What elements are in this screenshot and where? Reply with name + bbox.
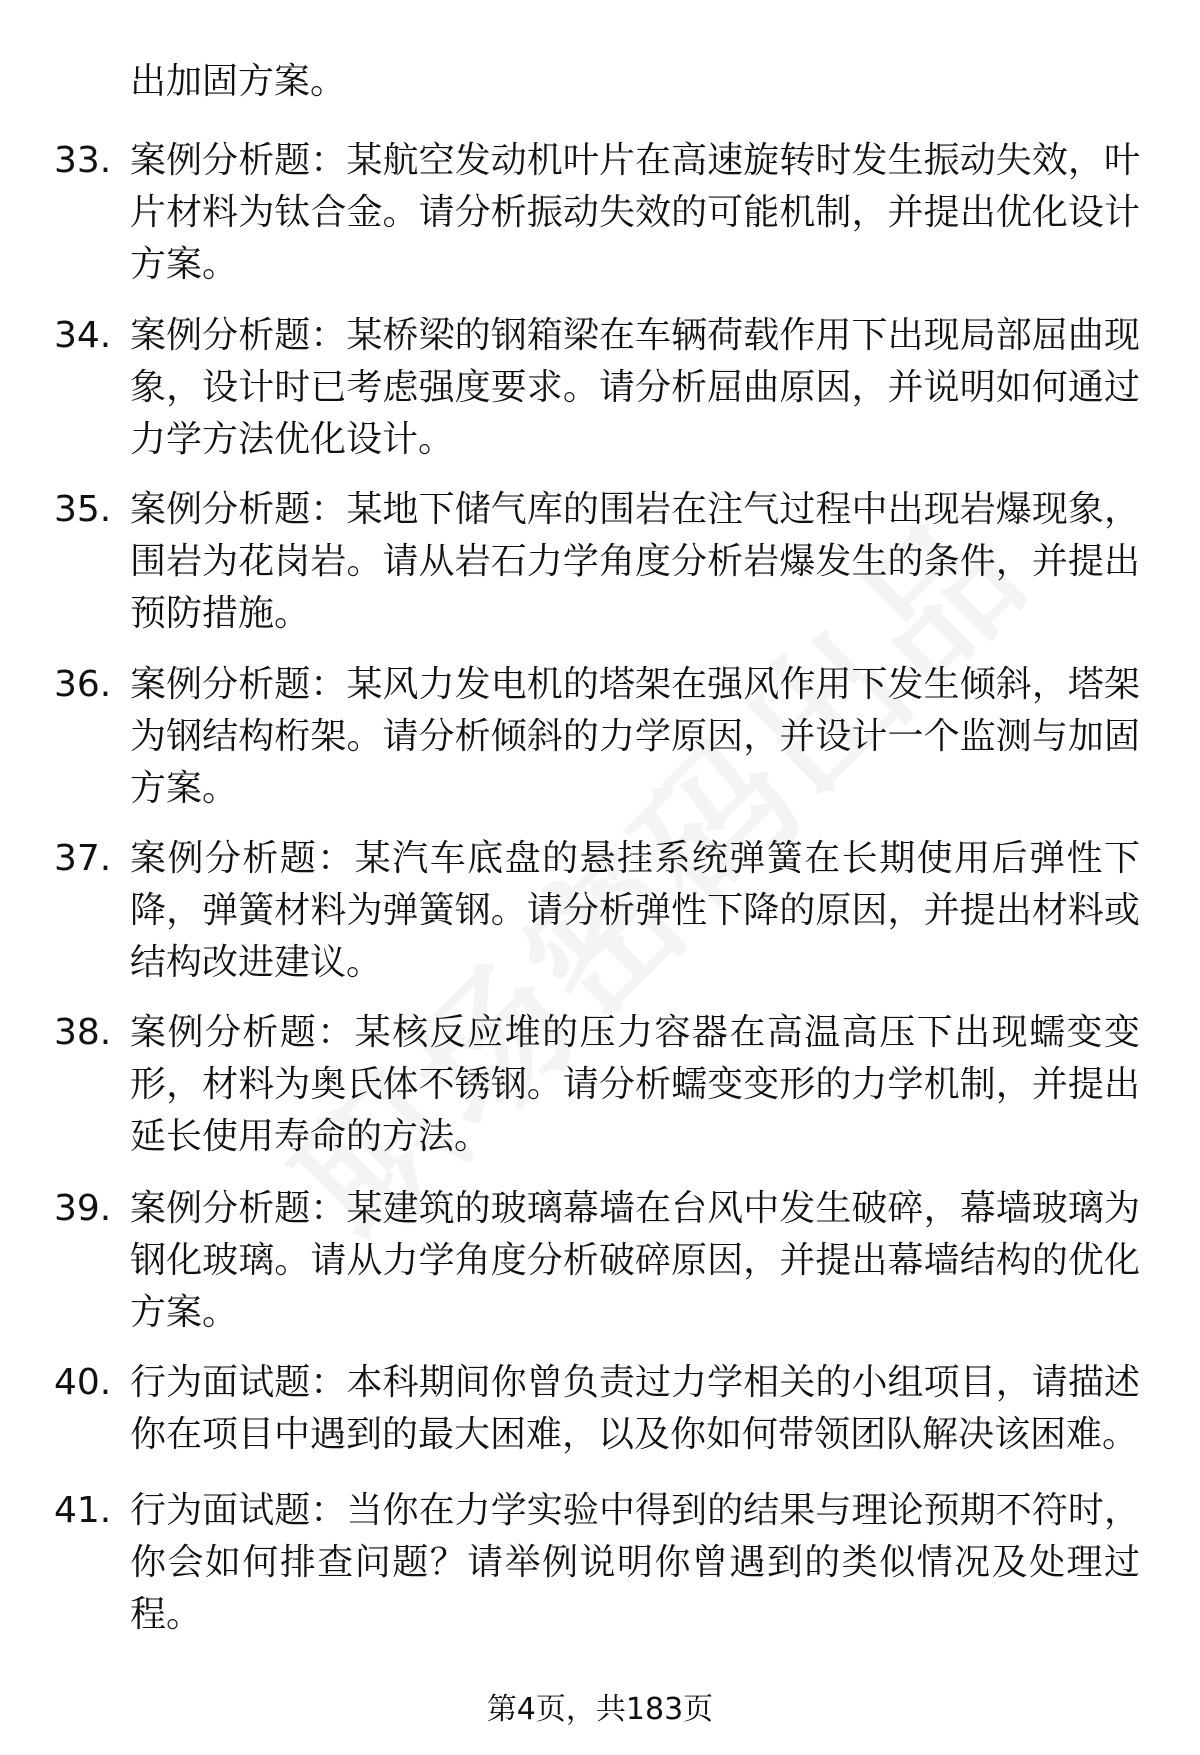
question-text: 案例分析题：某风力发电机的塔架在强风作用下发生倾斜，塔架为钢结构桁架。请分析倾斜的力学原因，并设计一个监测与加固方案。: [130, 664, 1140, 809]
question-number: 33.: [54, 140, 112, 181]
question-number: 36.: [54, 664, 112, 705]
question-text: 案例分析题：某航空发动机叶片在高速旋转时发生振动失效，叶片材料为钛合金。请分析振动失效的可能机制，并提出优化设计方案。: [130, 140, 1140, 285]
continuation-text: 出加固方案。: [130, 61, 347, 102]
question-text: 案例分析题：某核反应堆的压力容器在高温高压下出现蠕变变形，材料为奥氏体不锈钢。请分析蠕变变形的力学机制，并提出延长使用寿命的方法。: [130, 1012, 1140, 1157]
question-number: 34.: [54, 315, 112, 356]
question-text: 案例分析题：某建筑的玻璃幕墙在台风中发生破碎，幕墙玻璃为钢化玻璃。请从力学角度分析破碎原因，并提出幕墙结构的优化方案。: [130, 1188, 1140, 1333]
question-number: 38.: [54, 1012, 112, 1053]
question-number: 37.: [54, 838, 112, 879]
question-text: 案例分析题：某桥梁的钢箱梁在车辆荷载作用下出现局部屈曲现象，设计时已考虑强度要求。请分析屈曲原因，并说明如何通过力学方法优化设计。: [130, 315, 1140, 460]
question-text: 案例分析题：某地下储气库的围岩在注气过程中出现岩爆现象，围岩为花岗岩。请从岩石力学角度分析岩爆发生的条件，并提出预防措施。: [130, 489, 1140, 634]
question-text: 行为面试题：当你在力学实验中得到的结果与理论预期不符时，你会如何排查问题？请举例说明你曾遇到的类似情况及处理过程。: [130, 1490, 1140, 1635]
question-number: 35.: [54, 489, 112, 530]
page-footer: 第4页，共183页: [486, 1692, 714, 1727]
question-number: 40.: [54, 1362, 112, 1403]
question-text: 案例分析题：某汽车底盘的悬挂系统弹簧在长期使用后弹性下降，弹簧材料为弹簧钢。请分析弹性下降的原因，并提出材料或结构改进建议。: [130, 838, 1140, 983]
question-number: 41.: [54, 1490, 112, 1531]
question-number: 39.: [54, 1188, 112, 1229]
question-text: 行为面试题：本科期间你曾负责过力学相关的小组项目，请描述你在项目中遇到的最大困难，以及你如何带领团队解决该困难。: [130, 1362, 1140, 1455]
